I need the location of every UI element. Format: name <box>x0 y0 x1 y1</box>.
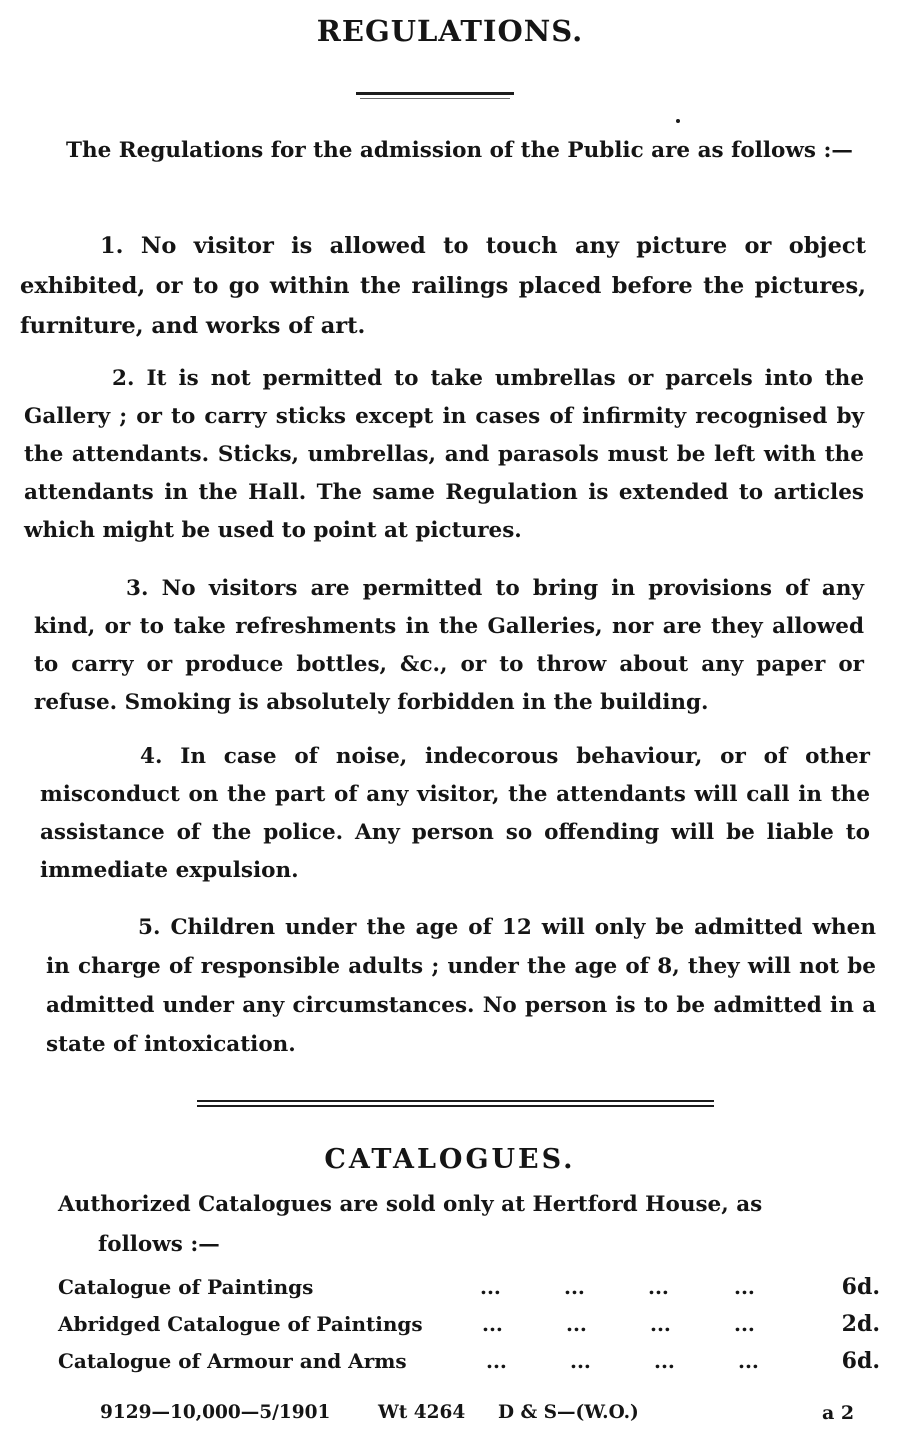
regulations-intro: The Regulations for the admission of the Public are as follows :— <box>66 138 853 163</box>
leader-dots: ... <box>480 1275 501 1299</box>
catalogue-row <box>58 1306 880 1343</box>
regulation-item-3 <box>34 570 864 722</box>
print-weight: Wt 4264 <box>378 1402 466 1423</box>
regulation-item-1 <box>20 226 866 346</box>
regulation-number: 3. <box>126 576 149 601</box>
leader-dots: ... <box>482 1312 503 1336</box>
regulation-text: It is not permitted to take umbrellas or parcels into the Gallery ; or to carry sticks except in cases of infirmity recognised by the attendants. Sticks, umbrellas, and parasols must be left with the attendants in the Hall. The same Regulation is extended to articles which might be used to point at pictures. <box>24 366 864 543</box>
catalogue-row <box>58 1269 880 1306</box>
divider-line <box>197 1105 714 1107</box>
leader-dots: ... <box>564 1275 585 1299</box>
regulation-number: 1. <box>100 233 124 259</box>
leader-dots: ... <box>734 1275 755 1299</box>
signature-mark: a 2 <box>822 1402 855 1424</box>
catalogue-name: Catalogue of Paintings <box>58 1275 314 1299</box>
regulation-number: 2. <box>112 366 135 391</box>
catalogue-row <box>58 1343 880 1380</box>
catalogues-intro-continued: follows :— <box>98 1232 220 1257</box>
leader-dots: ... <box>570 1349 591 1373</box>
leader-dots: ... <box>648 1275 669 1299</box>
leader-dots: ... <box>734 1312 755 1336</box>
catalogue-price: 6d. <box>841 1274 880 1300</box>
regulation-number: 5. <box>138 915 161 940</box>
title-underline-rule <box>356 92 514 95</box>
regulation-text: No visitors are permitted to bring in provisions of any kind, or to take refreshments in the Galleries, nor are they allowed to carry or produce bottles, &c., or to throw about any paper or refuse. Smoking is absolutely forbidden in the building. <box>34 576 864 715</box>
regulation-text: In case of noise, indecorous behaviour, or of other misconduct on the part of any visitor, the attendants will call in the assistance of the police. Any person so offending will be liable to immediate expulsion. <box>40 744 870 883</box>
catalogues-intro: Authorized Catalogues are sold only at Hertford House, as <box>58 1192 763 1217</box>
regulation-item-4 <box>40 738 870 890</box>
leader-dots: ... <box>566 1312 587 1336</box>
catalogue-list <box>58 1269 880 1380</box>
printer-mark: D & S—(W.O.) <box>498 1402 639 1423</box>
catalogue-price: 2d. <box>841 1311 880 1337</box>
regulation-number: 4. <box>140 744 163 769</box>
regulation-item-2 <box>24 360 864 550</box>
print-speck <box>676 119 680 123</box>
print-code: 9129—10,000—5/1901 <box>100 1402 331 1423</box>
catalogues-title: CATALOGUES. <box>324 1144 576 1175</box>
leader-dots: ... <box>650 1312 671 1336</box>
regulations-title: REGULATIONS. <box>316 14 584 48</box>
regulation-item-5 <box>46 908 876 1064</box>
leader-dots: ... <box>654 1349 675 1373</box>
catalogue-name: Catalogue of Armour and Arms <box>58 1349 407 1373</box>
catalogue-name: Abridged Catalogue of Paintings <box>58 1312 423 1336</box>
section-divider <box>197 1100 714 1107</box>
divider-line <box>197 1100 714 1102</box>
regulation-text: Children under the age of 12 will only be admitted when in charge of responsible adults ; under the age of 8, they will not be admitted under any circumstances. No person is to be admitted in a state of intoxication. <box>46 915 876 1057</box>
regulation-text: No visitor is allowed to touch any picture or object exhibited, or to go within the railings placed before the pictures, furniture, and works of art. <box>20 233 866 339</box>
leader-dots: ... <box>738 1349 759 1373</box>
leader-dots: ... <box>486 1349 507 1373</box>
catalogue-price: 6d. <box>841 1348 880 1374</box>
